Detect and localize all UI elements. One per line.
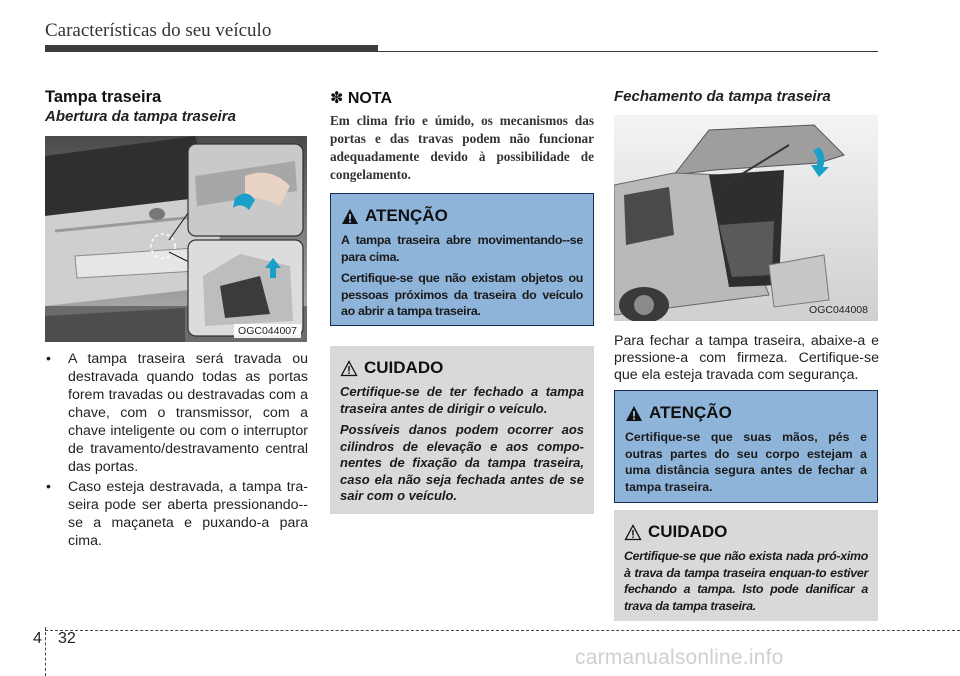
caution-box-1-header [340, 358, 584, 378]
list-item: • Caso esteja destravada, a tampa tra-seira pode ser aberta pressionando--se a maçaneta e puxando-a para cima. [45, 478, 308, 550]
note-text: Em clima frio e úmido, os mecanismos das portas e das travas podem não funcionar adequadamente devido à possibilidade de congelamento. [330, 113, 594, 182]
warning-box-2-text: Certifique-se que suas mãos, pés e outras partes do seu corpo estejam a uma distância segura antes de fechar a tampa traseira. [625, 430, 867, 494]
closing-subtitle: Fechamento da tampa traseira [614, 88, 831, 105]
note-title: ✽ NOTA [330, 90, 392, 107]
caution-triangle-icon [340, 360, 358, 377]
section-subtitle: Abertura da tampa traseira [45, 108, 236, 125]
warning-box-1-title: ATENÇÃO [365, 206, 448, 225]
caution-box-2-header [624, 522, 868, 542]
caution-triangle-icon [624, 524, 642, 541]
warning-box-2-header [625, 403, 867, 423]
bullet-list [45, 350, 308, 552]
warning-box-2 [614, 390, 878, 503]
section-title: Tampa traseira [45, 88, 162, 106]
warning-triangle-icon [341, 208, 359, 225]
caution-box-2-text: Certifique-se que não exista nada pró-ximo à trava da tampa traseira enquan-to estiver fechando a tampa. Isto pode danificar a trava da tampa traseira. [624, 549, 868, 613]
tailgate-open-photo [614, 115, 878, 321]
caution-box-1-line: Possíveis danos podem ocorrer aos cilindros de elevação e aos compo-nentes de fixação da tampa traseira, caso ela não seja fechada antes de se sair com o veículo. [340, 422, 584, 503]
footer-dashed-rule [45, 630, 960, 631]
tailgate-rear-photo [45, 136, 307, 342]
warning-box-1-header [341, 206, 583, 226]
tailgate-closing-illustration [614, 115, 878, 321]
footer-dashed-divider [45, 627, 46, 676]
closing-text: Para fechar a tampa traseira, abaixe-a e pressione-a com firmeza. Certifique-se que ela esteja travada com segurança. [614, 333, 879, 383]
warning-box-1-line: Certifique-se que não existam objetos ou pessoas próximos da traseira do veículo ao abrir a tampa traseira. [341, 271, 583, 318]
header-rule-dark [45, 45, 378, 52]
tailgate-opening-illustration [45, 136, 307, 342]
caution-box-1 [330, 346, 594, 514]
caution-box-2 [614, 510, 878, 621]
warning-triangle-icon [625, 405, 643, 422]
figure-code: OGC044008 [809, 304, 868, 316]
caution-box-1-line: Certifique-se de ter fechado a tampa traseira antes de dirigir o veículo. [340, 384, 584, 416]
header-rule-thin [378, 51, 878, 52]
running-header: Características do seu veículo [45, 20, 272, 41]
page-number: 32 [58, 630, 76, 647]
warning-box-1-line: A tampa traseira abre movimentando--se para cima. [341, 233, 583, 264]
chapter-number: 4 [33, 630, 42, 647]
caution-box-1-title: CUIDADO [364, 358, 444, 377]
watermark: carmanualsonline.info [575, 646, 784, 669]
list-item: • A tampa traseira será travada ou destravada quando todas as portas forem travadas ou destravadas com a chave, com o transmissor, com a chave inteligente ou com o interruptor de travamento/destravamento central das portas. [45, 350, 308, 476]
caution-box-2-title: CUIDADO [648, 522, 728, 541]
figure-code: OGC044007 [234, 324, 301, 338]
warning-box-1 [330, 193, 594, 326]
warning-box-2-title: ATENÇÃO [649, 403, 732, 422]
